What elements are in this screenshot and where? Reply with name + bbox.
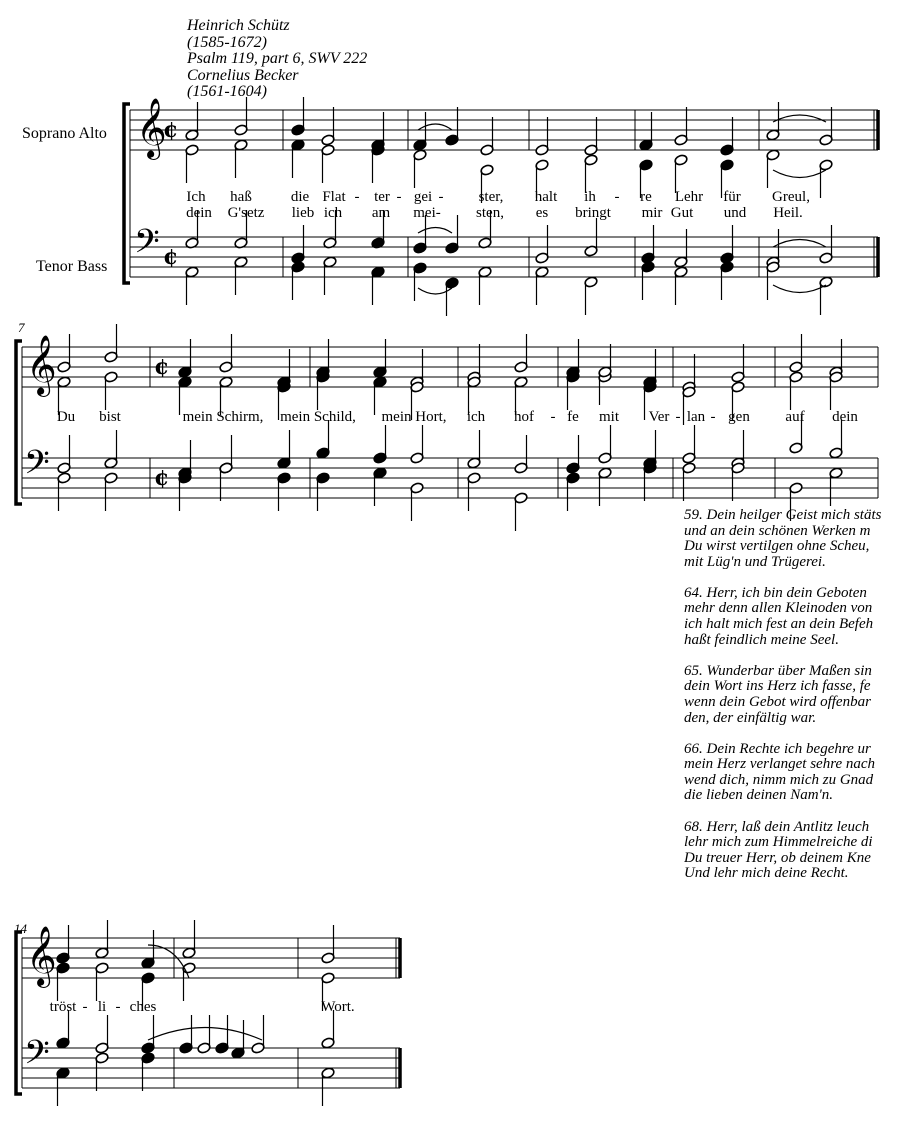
stanza-line: den, der einfältig war. <box>684 709 817 726</box>
slur <box>773 285 826 293</box>
stanza-line: und an dein schönen Werken m <box>684 522 871 539</box>
composer-dates: (1585-1672) <box>187 33 267 51</box>
stanza-line: mein Herz verlanget sehre nach <box>684 756 876 773</box>
system-bracket <box>16 932 22 1094</box>
stanza-line: 65. Wunderbar über Maßen sin <box>684 662 872 679</box>
stanza-line: mit Lüg'n und Trügerei. <box>684 553 826 570</box>
cut-time-icon: ¢ <box>163 244 179 270</box>
treble-clef-icon: 𝄞 <box>26 335 57 395</box>
stanza-line: Du treuer Herr, ob deinem Kne <box>684 849 871 866</box>
lyric-syllable: mein Schild, <box>280 409 356 425</box>
cut-time-icon: ¢ <box>154 354 170 380</box>
cut-time-icon: ¢ <box>154 465 170 491</box>
lyric-syllable: sten, <box>476 205 504 221</box>
lyric-syllable: re <box>640 189 652 205</box>
stanza-line: die lieben deinen Nam'n. <box>684 787 834 804</box>
lyric-hyphen: - <box>396 189 402 205</box>
lyricist-dates: (1561-1604) <box>187 83 267 100</box>
lyric-syllable: ich <box>466 409 486 425</box>
treble-clef-icon: 𝄞 <box>26 926 57 986</box>
lyric-syllable: für <box>723 189 741 205</box>
lyric-syllable: am <box>371 205 391 221</box>
lyric-syllable: Ver <box>648 409 670 425</box>
stanza-line: ich halt mich fest an dein Befeh <box>684 616 874 633</box>
stanza-65 <box>684 664 900 726</box>
lyric-hyphen: - <box>614 189 620 205</box>
lyric-syllable: Ich <box>186 189 206 205</box>
lyric-syllable: Wort. <box>321 999 355 1015</box>
lyric-syllable: ter <box>374 189 390 205</box>
stanza-texts <box>684 508 900 897</box>
lyric-syllable: mei- <box>413 205 441 221</box>
stanza-59 <box>684 508 900 570</box>
lyric-syllable: dein <box>832 409 858 425</box>
lyric-syllable: mit <box>598 409 620 425</box>
lyric-syllable: ich <box>323 205 343 221</box>
stanza-66 <box>684 742 900 804</box>
stanza-line: mehr denn allen Kleinoden von <box>684 600 873 617</box>
stanza-line: dein Wort ins Herz ich fasse, fe <box>684 678 871 695</box>
stanza-68 <box>684 820 900 882</box>
lyric-syllable: mir <box>641 205 663 221</box>
stanza-line: 64. Herr, ich bin dein Geboten <box>684 584 867 601</box>
part-name-upper: Soprano Alto <box>22 125 107 142</box>
lyric-syllable: halt <box>534 189 558 205</box>
slur <box>418 228 452 234</box>
bass-clef-icon: 𝄢 <box>134 223 160 269</box>
lyric-syllable: dein <box>186 205 212 221</box>
stanza-line: haßt feindlich meine Seel. <box>684 631 839 648</box>
lyric-syllable: Du <box>56 409 76 425</box>
lyric-hyphen: - <box>82 999 88 1015</box>
lyric-syllable: ih <box>584 189 596 205</box>
lyric-syllable: Gut <box>670 205 694 221</box>
lyric-syllable: hof <box>514 409 534 425</box>
system-bracket <box>16 341 22 504</box>
lyric-hyphen: - <box>438 189 444 205</box>
lyric-syllable: Heil. <box>773 205 803 221</box>
stanza-line: 68. Herr, laß dein Antlitz leuch <box>684 818 870 835</box>
stanza-line: 66. Dein Rechte ich begehre ur <box>684 740 871 757</box>
measure-number-7: 7 <box>18 320 25 335</box>
lyric-syllable: mein Schirm, <box>182 409 264 425</box>
composer: Heinrich Schütz <box>187 17 290 34</box>
stanza-line: Und lehr mich deine Recht. <box>684 865 849 882</box>
stanza-line: lehr mich zum Himmelreiche di <box>684 834 873 851</box>
lyric-syllable: fe <box>567 409 579 425</box>
lyric-syllable: bringt <box>575 205 611 221</box>
work-title: Psalm 119, part 6, SWV 222 <box>187 50 368 67</box>
lyricist: Cornelius Becker <box>187 66 299 84</box>
slur <box>773 115 826 122</box>
stanza-line: wenn dein Gebot wird offenbar <box>684 693 871 710</box>
bass-clef-icon: 𝄢 <box>24 1034 50 1080</box>
lyric-syllable: und <box>723 205 747 221</box>
lyric-hyphen: - <box>710 409 716 425</box>
lyric-syllable: haß <box>230 189 252 205</box>
cut-time-icon: ¢ <box>163 117 179 143</box>
bass-clef-icon: 𝄢 <box>24 444 50 490</box>
lyric-hyphen: - <box>354 189 360 205</box>
lyric-syllable: Flat <box>322 189 346 205</box>
lyric-syllable: ster, <box>478 189 504 205</box>
lyric-syllable: mein Hort, <box>381 409 447 425</box>
lyric-syllable: lan <box>686 409 706 425</box>
lyric-syllable: bist <box>99 409 121 425</box>
stanza-line: wend dich, nimm mich zu Gnad <box>684 771 874 788</box>
lyric-hyphen: - <box>675 409 681 425</box>
lyric-syllable: die <box>290 189 310 205</box>
lyric-syllable: gei <box>413 189 433 205</box>
lyric-syllable: Greul, <box>772 189 810 205</box>
lyric-syllable: es <box>535 205 549 221</box>
lyric-hyphen: - <box>550 409 556 425</box>
slur <box>418 124 452 130</box>
lyric-syllable: G'setz <box>227 205 265 221</box>
system-bracket <box>124 104 130 283</box>
lyric-syllable: auf <box>785 409 805 425</box>
lyric-syllable: ches <box>129 999 157 1015</box>
slur <box>773 240 826 248</box>
stanza-64 <box>684 586 900 648</box>
lyric-syllable: li <box>97 999 107 1015</box>
treble-clef-icon: 𝄞 <box>136 98 167 158</box>
slur <box>773 170 826 178</box>
slur <box>148 1028 262 1041</box>
stanza-line: 59. Dein heilger Geist mich stäts <box>684 508 882 523</box>
measure-number-14: 14 <box>14 921 27 936</box>
lyric-syllable: tröst <box>49 999 77 1015</box>
lyric-syllable: lieb <box>291 205 315 221</box>
lyric-syllable: Lehr <box>674 189 704 205</box>
lyric-syllable: gen <box>728 409 750 425</box>
part-name-lower: Tenor Bass <box>36 258 108 275</box>
lyric-hyphen: - <box>115 999 121 1015</box>
stanza-line: Du wirst vertilgen ohne Scheu, <box>684 538 870 555</box>
